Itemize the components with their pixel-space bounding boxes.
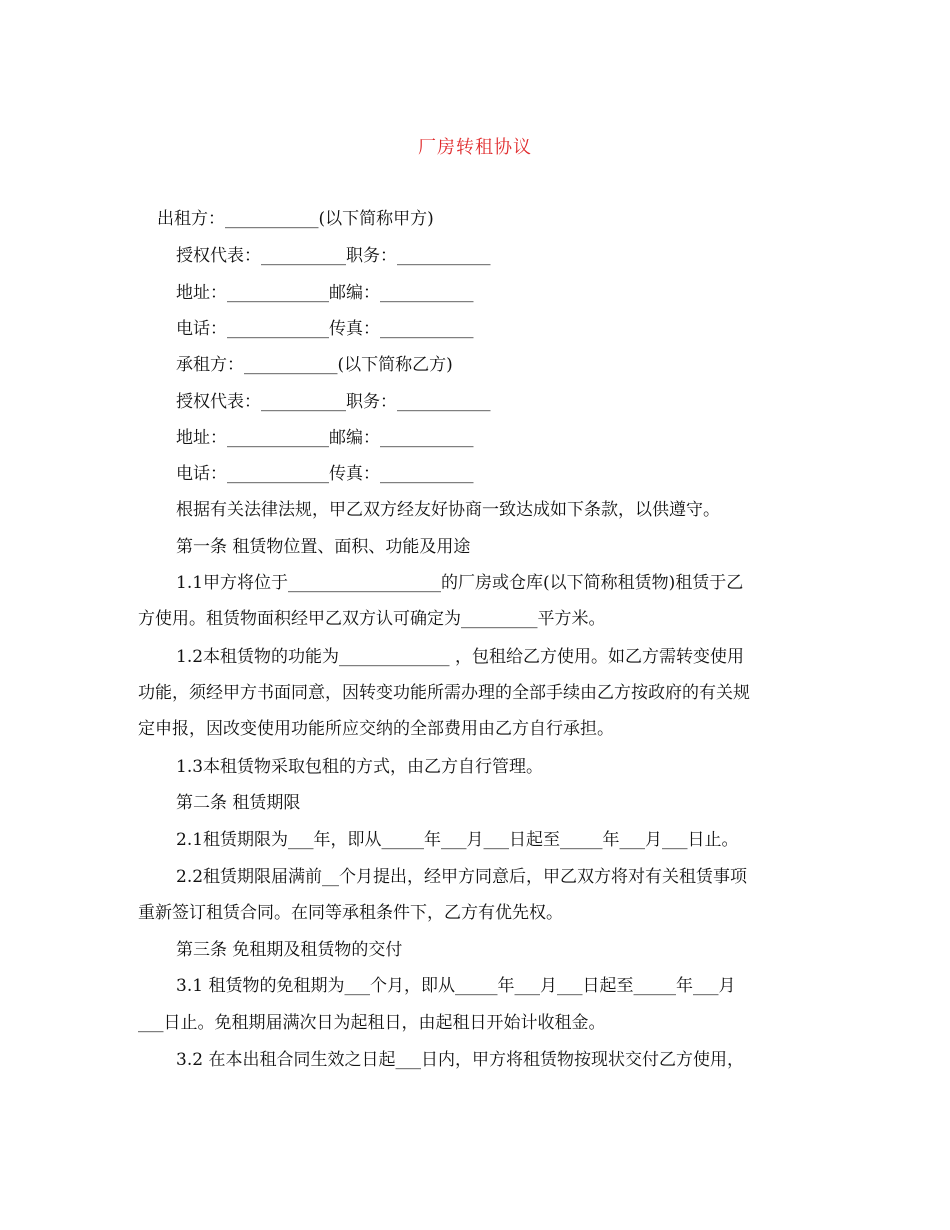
clause-3-1-line-2: ___日止。免租期届满次日为起租日，由起租日开始计收租金。 [138, 1013, 606, 1033]
lessee-address-line: 地址：____________邮编：___________ [176, 428, 474, 448]
lessor-address-line: 地址：____________邮编：___________ [176, 283, 474, 303]
clause-1-2-line-1: 1.2本租赁物的功能为_____________ ，包租给乙方使用。如乙方需转变使用 [176, 647, 744, 667]
clause-1-1-line-1: 1.1甲方将位于__________________的厂房或仓库(以下简称租赁物)租赁于乙 [176, 573, 744, 593]
clause-3-2-line-1: 3.2 在本出租合同生效之日起___日内，甲方将租赁物按现状交付乙方使用， [176, 1050, 744, 1070]
clause-1-1-line-2: 方使用。租赁物面积经甲乙双方认可确定为_________平方米。 [138, 609, 606, 629]
clause-2-1: 2.1租赁期限为___年，即从_____年___月___日起至_____年___月___日止。 [176, 830, 739, 850]
clause-1-2-line-2: 功能，须经甲方书面同意，因转变功能所需办理的全部手续由乙方按政府的有关规 [138, 683, 750, 703]
article-2-heading: 第二条 租赁期限 [176, 793, 301, 813]
lessee-representative-line: 授权代表：__________职务：___________ [176, 392, 491, 412]
clause-2-2-line-1: 2.2租赁期限届满前__个月提出，经甲方同意后，甲乙双方将对有关租赁事项 [176, 867, 748, 887]
clause-3-1-line-1: 3.1 租赁物的免租期为___个月，即从_____年___月___日起至_____年___月 [176, 976, 736, 996]
article-1-heading: 第一条 租赁物位置、面积、功能及用途 [176, 537, 471, 557]
clause-2-2-line-2: 重新签订租赁合同。在同等承租条件下，乙方有优先权。 [138, 903, 563, 923]
clause-1-2-line-3: 定申报，因改变使用功能所应交纳的全部费用由乙方自行承担。 [138, 719, 614, 739]
lessee-phone-line: 电话：____________传真：___________ [176, 464, 474, 484]
lessor-representative-line: 授权代表：__________职务：___________ [176, 246, 491, 266]
document-title: 厂房转租协议 [418, 137, 532, 158]
lessee-line: 承租方：___________(以下简称乙方) [176, 355, 453, 375]
preamble-paragraph: 根据有关法律法规，甲乙双方经友好协商一致达成如下条款，以供遵守。 [176, 500, 720, 520]
lessor-line: 出租方：___________(以下简称甲方) [157, 209, 434, 229]
clause-1-3: 1.3本租赁物采取包租的方式，由乙方自行管理。 [176, 757, 544, 777]
lessor-phone-line: 电话：____________传真：___________ [176, 319, 474, 339]
article-3-heading: 第三条 免租期及租赁物的交付 [176, 940, 403, 960]
